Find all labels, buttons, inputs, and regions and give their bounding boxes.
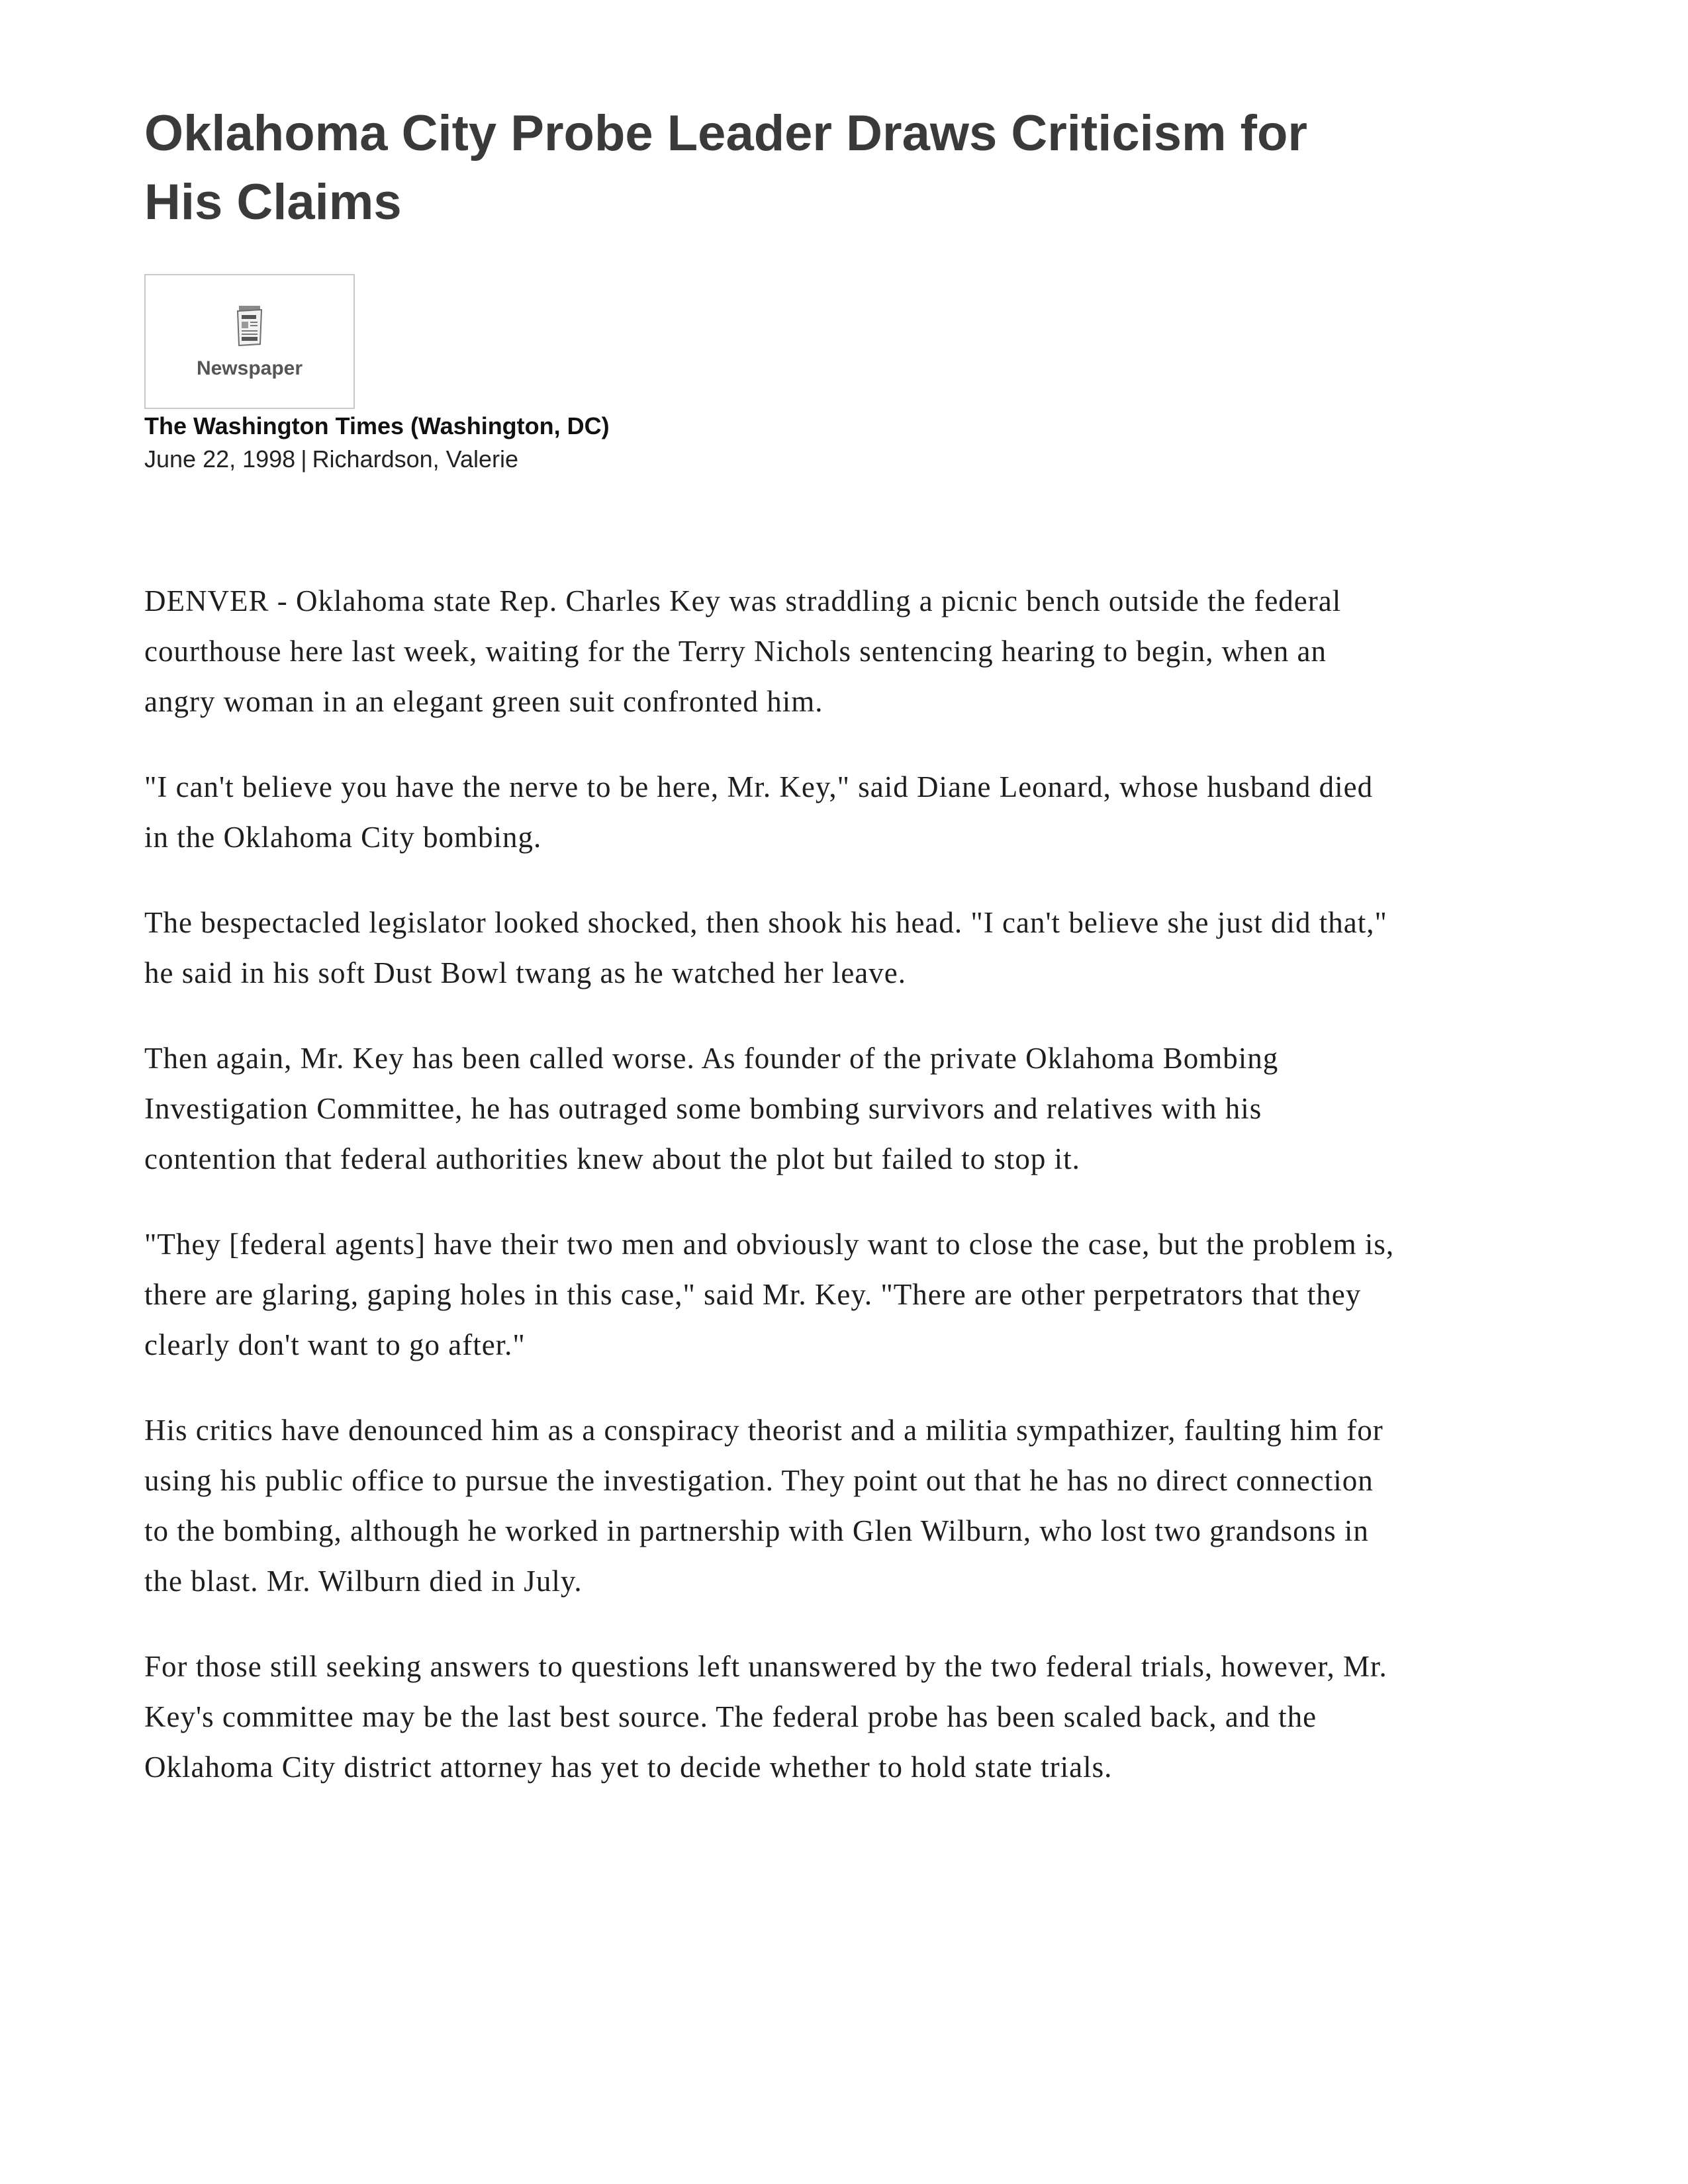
document-page xyxy=(144,99,1402,1827)
article-headline: Oklahoma City Probe Leader Draws Criticism for His Claims xyxy=(144,105,1307,230)
article-body xyxy=(144,576,1402,1792)
publication-date: June 22, 1998 xyxy=(144,445,296,473)
newspaper-icon xyxy=(230,303,269,349)
author-name: Richardson, Valerie xyxy=(312,445,519,473)
article-paragraph: His critics have denounced him as a conspiracy theorist and a militia sympathizer, faulting him for using his public office to pursue the investigation. They point out that he has no direct connection to the bombing, although he worked in partnership with Glen Wilburn, who lost two grandsons in the blast. Mr. Wilburn died in July. xyxy=(144,1414,1383,1598)
article-paragraph: "I can't believe you have the nerve to be here, Mr. Key," said Diane Leonard, whose husband died in the Oklahoma City bombing. xyxy=(144,770,1374,854)
article-paragraph: DENVER - Oklahoma state Rep. Charles Key was straddling a picnic bench outside the federal courthouse here last week, waiting for the Terry Nichols sentencing hearing to begin, when an angry woman in an elegant green suit confronted him. xyxy=(144,584,1342,718)
byline xyxy=(144,442,1402,477)
publication-source: The Washington Times (Washington, DC) xyxy=(144,412,610,439)
thumbnail-label: Newspaper xyxy=(196,357,303,379)
byline-separator: | xyxy=(301,445,307,473)
newspaper-thumbnail xyxy=(144,274,355,409)
article-paragraph: For those still seeking answers to questions left unanswered by the two federal trials, however, Mr. Key's committee may be the last best source. The federal probe has been scaled back, and the Oklahoma City district attorney has yet to decide whether to hold state trials. xyxy=(144,1650,1387,1784)
article-paragraph: "They [federal agents] have their two men and obviously want to close the case, but the problem is, there are glaring, gaping holes in this case," said Mr. Key. "There are other perpetrators that they clearly don't want to go after." xyxy=(144,1228,1395,1361)
article-paragraph: The bespectacled legislator looked shocked, then shook his head. "I can't believe she just did that," he said in his soft Dust Bowl twang as he watched her leave. xyxy=(144,906,1387,989)
article-paragraph: Then again, Mr. Key has been called worse. As founder of the private Oklahoma Bombing Investigation Committee, he has outraged some bombing survivors and relatives with his contention that federal authorities knew about the plot but failed to stop it. xyxy=(144,1042,1279,1175)
